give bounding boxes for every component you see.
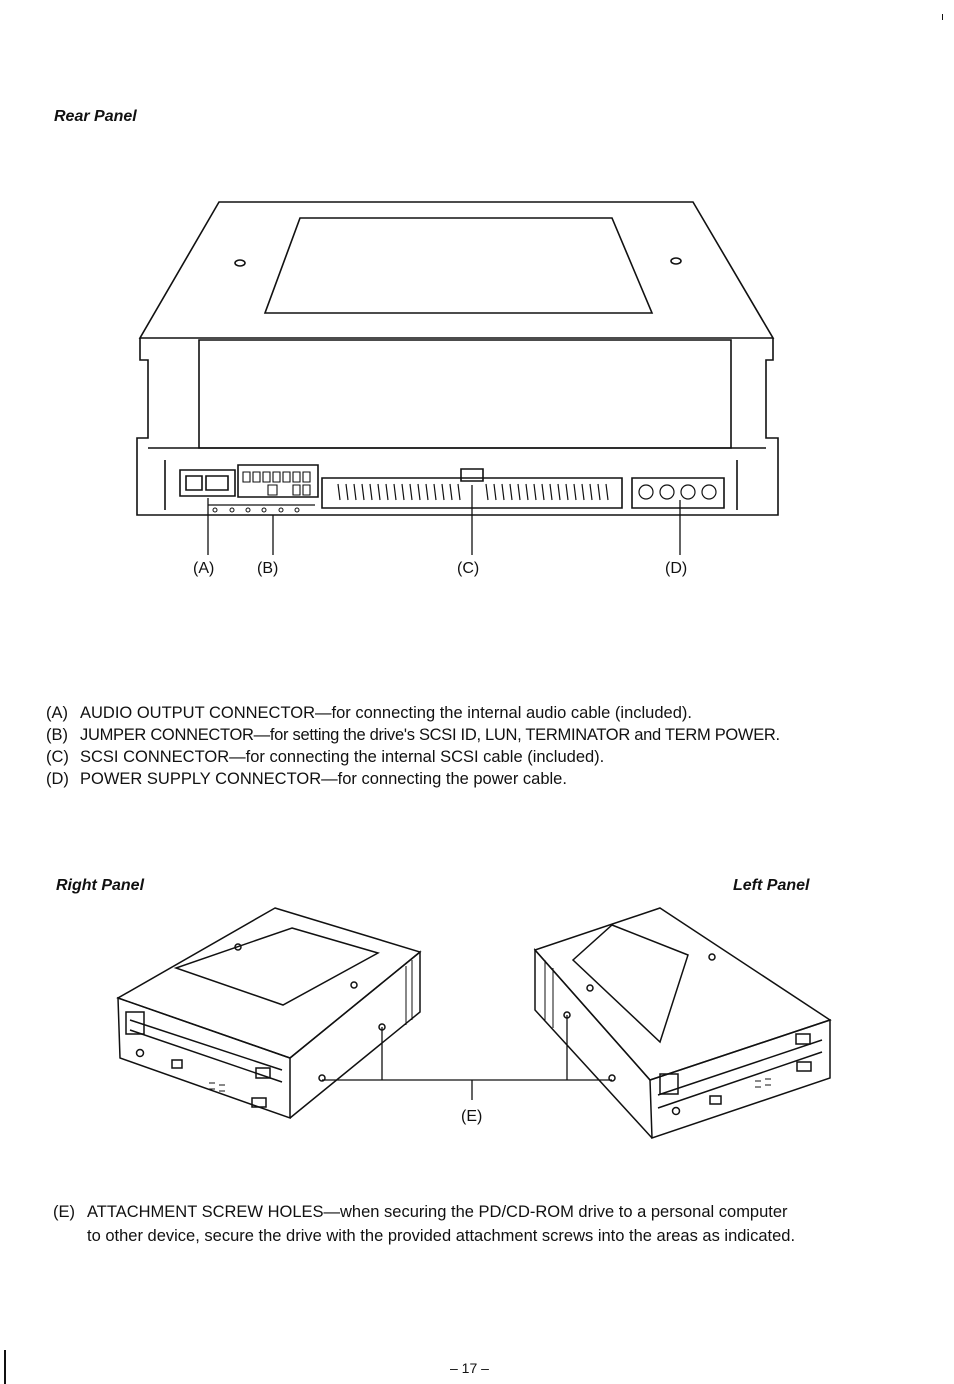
page-number: – 17 – [450, 1360, 489, 1376]
note-line-1: ATTACHMENT SCREW HOLES—when securing the PD/CD-ROM drive to a personal computer [87, 1203, 788, 1221]
callout-e: (E) [461, 1108, 483, 1125]
rear-panel-title: Rear Panel [54, 108, 137, 125]
right-panel-title: Right Panel [56, 877, 145, 894]
description-d: (D) POWER SUPPLY CONNECTOR—for connecting the power cable. [46, 770, 567, 788]
description-c: (C) SCSI CONNECTOR—for connecting the internal SCSI cable (included). [46, 748, 605, 766]
callout-a: (A) [193, 560, 215, 577]
left-panel-title: Left Panel [733, 877, 810, 894]
note-line-2: to other device, secure the drive with the provided attachment screws into the areas as indicated. [87, 1227, 796, 1245]
screw-hole-note [53, 1200, 795, 1248]
callout-c: (C) [457, 560, 480, 577]
description-a: (A) AUDIO OUTPUT CONNECTOR—for connecting the internal audio cable (included). [46, 704, 692, 722]
callout-b: (B) [257, 560, 279, 577]
margin-mark [4, 1350, 6, 1384]
note-key: (E) [53, 1203, 75, 1221]
description-b: (B) JUMPER CONNECTOR—for setting the drive's SCSI ID, LUN, TERMINATOR and TERM POWER. [46, 726, 780, 744]
callout-d: (D) [665, 560, 688, 577]
margin-mark [942, 14, 943, 20]
